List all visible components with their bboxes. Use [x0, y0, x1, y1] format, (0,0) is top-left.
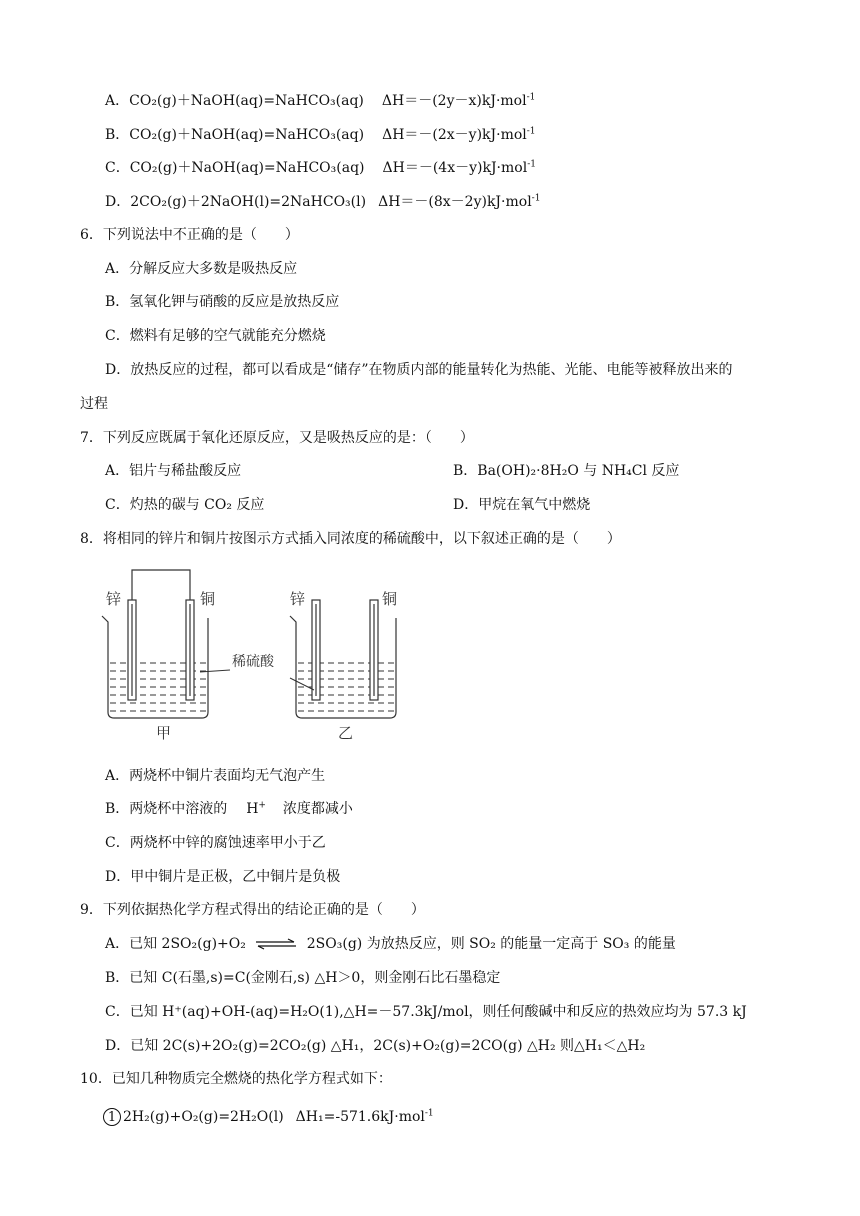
q7-option-d: D．甲烷在氧气中燃烧 [453, 497, 591, 513]
label-zinc-right: 锌 [290, 590, 306, 608]
unit-exponent: -1 [527, 159, 536, 170]
option-text: A．已知 2SO₂(g)+O₂ [105, 936, 246, 952]
enthalpy: ΔH＝－(8x－2y)kJ·mol [378, 194, 532, 210]
q6-option-d: D．放热反应的过程，都可以看成是“储存”在物质内部的能量转化为热能、光能、电能等被释放出来的 [105, 362, 733, 378]
enthalpy: ΔH＝－(2y－x)kJ·mol [381, 93, 527, 109]
q9-option-d: D．已知 2C(s)+2O₂(g)=2CO₂(g) △H₁，2C(s)+O₂(g)=2CO(g) △H₂ 则△H₁＜△H₂ [105, 1038, 646, 1054]
q6-option-d-continued: 过程 [80, 396, 108, 412]
unit-exponent: -1 [526, 92, 536, 103]
unit-exponent: -1 [531, 193, 541, 204]
q6-option-b: B．氢氧化钾与硝酸的反应是放热反应 [105, 294, 340, 310]
option-text: 2SO₃(g) 为放热反应，则 SO₂ 的能量一定高于 SO₃ 的能量 [306, 936, 676, 952]
q9-option-b: B．已知 C(石墨,s)=C(金刚石,s) △H＞0，则金刚石比石墨稳定 [105, 970, 501, 986]
option-label: A． [105, 93, 130, 109]
q7-stem: 7．下列反应既属于氧化还原反应，又是吸热反应的是：（ ） [80, 430, 474, 446]
hydrogen-ion: H [246, 801, 259, 817]
label-copper-left: 铜 [200, 590, 216, 608]
q5-option-b [105, 126, 536, 144]
q5-option-a [105, 92, 535, 110]
q8-option-a: A．两烧杯中铜片表面均无气泡产生 [105, 768, 326, 784]
option-label: D． [105, 194, 131, 210]
q7-option-c: C．灼热的碳与 CO₂ 反应 [105, 497, 265, 513]
equation: 2CO₂(g)＋2NaOH(l)=2NaHCO₃(l) [130, 194, 367, 210]
q6-option-a: A．分解反应大多数是吸热反应 [105, 261, 298, 277]
option-text: B．两烧杯中溶液的 [105, 801, 228, 817]
label-acid: 稀硫酸 [232, 654, 274, 670]
equilibrium-arrow-icon [256, 938, 296, 950]
label-copper-right: 铜 [382, 590, 398, 608]
q8-option-b [105, 800, 353, 818]
q6-stem: 6．下列说法中不正确的是（ ） [80, 227, 299, 243]
q5-option-c [105, 159, 536, 177]
label-yi: 乙 [338, 724, 354, 742]
option-label: B． [105, 127, 130, 143]
q9-stem: 9．下列依据热化学方程式得出的结论正确的是（ ） [80, 902, 425, 918]
option-text: 浓度都减小 [282, 801, 353, 817]
equation: CO₂(g)＋NaOH(aq)=NaHCO₃(aq) [129, 160, 365, 176]
q8-option-c: C．两烧杯中锌的腐蚀速率甲小于乙 [105, 835, 326, 851]
option-label: C． [105, 160, 130, 176]
enthalpy: ΔH＝－(4x－y)kJ·mol [382, 160, 528, 176]
beaker-figure [100, 560, 420, 750]
equation: CO₂(g)＋NaOH(aq)=NaHCO₃(aq) [129, 127, 365, 143]
q9-option-c: C．已知 H⁺(aq)+OH-(aq)=H₂O(1),△H=－57.3kJ/mol，则任何酸碱中和反应的热效应均为 57.3 kJ [105, 1004, 747, 1020]
circled-number: 1 [103, 1108, 121, 1126]
equation: 2H₂(g)+O₂(g)=2H₂O(l) [123, 1109, 284, 1125]
enthalpy: ΔH₁=-571.6kJ·mol [295, 1109, 425, 1125]
q6-option-c: C．燃料有足够的空气就能充分燃烧 [105, 328, 326, 344]
q8-option-d: D．甲中铜片是正极，乙中铜片是负极 [105, 869, 341, 885]
q8-stem: 8．将相同的锌片和铜片按图示方式插入同浓度的稀硫酸中，以下叙述正确的是（ ） [80, 531, 621, 547]
q9-option-a [105, 935, 676, 953]
q5-option-d [105, 193, 540, 211]
q10-equation-1 [103, 1108, 434, 1126]
beaker-yi [290, 600, 396, 718]
q7-option-a: A．铝片与稀盐酸反应 [105, 463, 242, 479]
unit-exponent: -1 [424, 1108, 434, 1119]
label-zinc-left: 锌 [106, 590, 122, 608]
equation: CO₂(g)＋NaOH(aq)=NaHCO₃(aq) [129, 93, 364, 109]
unit-exponent: -1 [526, 126, 536, 137]
q7-option-b: B．Ba(OH)₂·8H₂O 与 NH₄Cl 反应 [453, 463, 680, 479]
enthalpy: ΔH＝－(2x－y)kJ·mol [382, 127, 527, 143]
ion-charge: + [258, 800, 266, 811]
q10-stem: 10．已知几种物质完全燃烧的热化学方程式如下： [80, 1071, 392, 1087]
label-jia: 甲 [156, 724, 172, 742]
